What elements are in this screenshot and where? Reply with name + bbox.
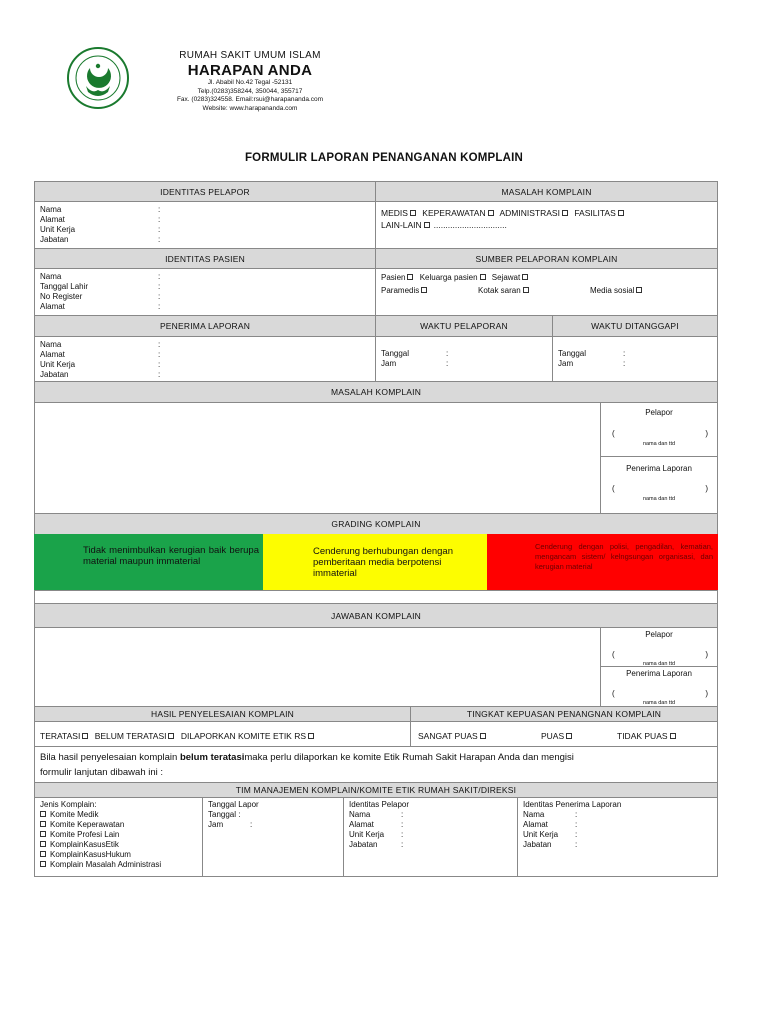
option-belum-teratasi: BELUM TERATASI [94,731,167,741]
sumber-options-row2 [381,285,431,297]
checkbox-masalah-administrasi[interactable] [40,861,46,867]
jenis-title: Jenis Komplain: [40,800,97,809]
field-label: Nama [40,205,62,214]
field-label: Jabatan [40,370,69,379]
field-label: No Register [40,292,83,301]
kepuasan-puas [541,730,576,742]
option-lain-lain: LAIN-LAIN [381,220,422,230]
option-keluarga: Keluarga pasien [419,273,478,282]
note-before: Bila hasil penyelesaian komplain [40,752,180,763]
jenis-item: Komite Medik [50,810,99,819]
waktu-pelaporan-header: WAKTU PELAPORAN [375,315,553,337]
hospital-header [160,50,340,113]
waktu-ditanggapi-header: WAKTU DITANGGAPI [552,315,718,337]
masalah-pelapor-ttd: nama dan ttd [642,441,676,447]
jawaban-penerima-sign: ( ) [612,689,708,698]
checkbox-media-sosial[interactable] [636,287,642,293]
option-puas: PUAS [541,731,565,741]
checkbox-keluarga[interactable] [480,274,486,280]
field-label: Jabatan [523,840,552,849]
pelapor-title: Identitas Pelapor [349,800,410,809]
tim-tanggal-fields: Tanggal Lapor Tanggal : Jam : [208,800,259,829]
masalah-penerima-label: Penerima Laporan [626,464,692,473]
waktu-ditanggapi-fields: Tanggal : Jam : [558,349,626,368]
tanggal-title: Tanggal Lapor [208,800,259,809]
jenis-item: Komite Keperawatan [50,820,125,829]
option-sangat-puas: SANGAT PUAS [418,731,478,741]
checkbox-fasilitas[interactable] [618,210,624,216]
option-fasilitas: FASILITAS [574,208,616,218]
checkbox-puas[interactable] [566,733,572,739]
grading-yellow-text: Cenderung berhubungan dengan pemberitaan media berpotensi immaterial [313,546,453,579]
field-label: Jabatan [349,840,378,849]
hospital-fax: Fax. (0283)324558. Email:rsui@harapananda.com [176,96,324,103]
field-label: Alamat [40,215,65,224]
checkbox-lain-lain[interactable] [424,222,430,228]
option-pasien: Pasien [381,273,406,282]
field-label: Nama [349,810,371,819]
note-line2: formulir lanjutan dibawah ini : [40,767,164,778]
sumber-header: SUMBER PELAPORAN KOMPLAIN [375,248,718,269]
field-label: Tanggal [381,349,410,358]
grading-spacer [34,590,718,604]
identitas-pasien-fields: Nama : Tanggal Lahir : No Register : Alamat : [40,272,161,311]
field-label: Alamat [523,820,548,829]
option-media-sosial: Media sosial [590,286,635,295]
masalah-komplain-top-header: MASALAH KOMPLAIN [375,181,718,202]
jenis-item: KomplainKasusEtik [50,840,119,849]
checkbox-kasus-hukum[interactable] [40,851,46,857]
hospital-name: HARAPAN ANDA [187,62,313,79]
form-title: FORMULIR LAPORAN PENANGANAN KOMPLAIN [244,152,524,164]
field-label: Alamat [40,302,65,311]
checkbox-medis[interactable] [410,210,416,216]
masalah-komplain-header: MASALAH KOMPLAIN [34,381,718,403]
masalah-pelapor-label: Pelapor [645,408,673,417]
checkbox-komite-keperawatan[interactable] [40,821,46,827]
identitas-pelapor-fields: Nama : Alamat : Unit Kerja : Jabatan : [40,205,161,244]
checkbox-komite-profesi[interactable] [40,831,46,837]
checkbox-pasien[interactable] [407,274,413,280]
checkbox-tidak-puas[interactable] [670,733,676,739]
jawaban-pelapor-sign: ( ) [612,650,708,659]
grading-green-text: Tidak menimbulkan kerugian baik berupa material maupun immaterial [83,545,259,567]
field-label: Unit Kerja [40,360,76,369]
penerima-header: PENERIMA LAPORAN [34,315,376,337]
option-tidak-puas: TIDAK PUAS [617,731,668,741]
field-label: Nama [40,340,62,349]
hasil-options [40,730,318,742]
field-label: Unit Kerja [523,830,559,839]
jawaban-pelapor-label: Pelapor [645,630,673,639]
sumber-options [381,272,532,284]
hospital-phone: Telp.(0283)358244, 350044, 355717 [197,87,303,95]
field-label: Jam [208,820,224,829]
kepuasan-sangat [418,730,490,742]
option-teratasi: TERATASI [40,731,81,741]
kepuasan-header: TINGKAT KEPUASAN PENANGNAN KOMPLAIN [410,706,718,722]
field-label: Tanggal [558,349,587,358]
option-administrasi: ADMINISTRASI [499,208,560,218]
penerima-title: Identitas Penerima Laporan [523,800,622,809]
jawaban-textarea[interactable] [34,627,601,707]
field-label: Alamat [349,820,374,829]
checkbox-kasus-etik[interactable] [40,841,46,847]
checkbox-belum-teratasi[interactable] [168,733,174,739]
option-keperawatan: KEPERAWATAN [422,208,486,218]
field-label: Unit Kerja [349,830,385,839]
checkbox-dilaporkan[interactable] [308,733,314,739]
identitas-pelapor-header: IDENTITAS PELAPOR [34,181,376,202]
option-medis: MEDIS [381,208,408,218]
lain-lain-dots: ............................... [433,220,507,230]
jenis-item: Komplain Masalah Administrasi [50,860,162,869]
checkbox-keperawatan[interactable] [488,210,494,216]
option-paramedis: Paramedis [381,286,420,295]
penerima-fields: Nama : Alamat : Unit Kerja : Jabatan : [40,340,161,379]
jawaban-header: JAWABAN KOMPLAIN [34,603,718,628]
checkbox-paramedis[interactable] [421,287,427,293]
tim-pelapor-fields: Identitas Pelapor Nama : Alamat : Unit Kerja : Jabatan : [349,800,410,849]
field-label: Jam [558,359,574,368]
option-kotak-saran: Kotak saran [478,286,521,295]
masalah-komplain-options [381,207,628,231]
field-label: Jam [381,359,397,368]
checkbox-komite-medik[interactable] [40,811,46,817]
option-dilaporkan: DILAPORKAN KOMITE ETIK RS [180,731,307,741]
masalah-penerima-ttd: nama dan ttd [642,496,676,502]
field-label: Tanggal : [208,810,241,819]
grading-header: GRADING KOMPLAIN [34,513,718,535]
hospital-logo [66,46,130,110]
sumber-media [590,285,646,297]
note-after: maka perlu dilaporkan ke komite Etik Rumah Sakit Harapan Anda dan mengisi [244,752,574,763]
note-text [40,750,712,780]
masalah-pelapor-sign: ( ) [612,429,708,438]
checkbox-sejawat[interactable] [522,274,528,280]
jawaban-penerima-ttd: nama dan ttd [642,700,676,706]
hasil-header: HASIL PENYELESAIAN KOMPLAIN [34,706,411,722]
hospital-type: RUMAH SAKIT UMUM ISLAM [179,50,321,61]
grading-red-text: Cenderung dengan polisi, pengadilan, kematian, mengancam sistem/ kelngsungan organisasi, dan kerugian material [535,542,713,571]
waktu-pelaporan-fields: Tanggal : Jam : [381,349,449,368]
identitas-pasien-header: IDENTITAS PASIEN [34,248,376,269]
masalah-penerima-sign: ( ) [612,484,708,493]
checkbox-teratasi[interactable] [82,733,88,739]
tim-jenis-list [40,800,161,870]
hospital-address: Jl. Ababil No.42 Tegal -52131 [207,79,293,86]
field-label: Tanggal Lahir [40,282,89,291]
hospital-website: Website: www.harapananda.com [202,104,298,112]
field-label: Nama [40,272,62,281]
tim-header: TIM MANAJEMEN KOMPLAIN/KOMITE ETIK RUMAH SAKIT/DIREKSI [34,782,718,798]
field-label: Nama [523,810,545,819]
field-label: Alamat [40,350,65,359]
kepuasan-tidak [617,730,680,742]
field-label: Jabatan [40,235,69,244]
checkbox-administrasi[interactable] [562,210,568,216]
checkbox-sangat-puas[interactable] [480,733,486,739]
jawaban-pelapor-ttd: nama dan ttd [642,661,676,667]
jawaban-penerima-label: Penerima Laporan [626,669,692,678]
tim-penerima-fields: Identitas Penerima Laporan Nama : Alamat : Unit Kerja : Jabatan : [523,800,622,849]
masalah-komplain-textarea[interactable] [34,402,601,514]
note-bold: belum teratasi [179,752,245,763]
jenis-item: KomplainKasusHukum [50,850,131,859]
jenis-item: Komite Profesi Lain [50,830,120,839]
field-label: Unit Kerja [40,225,76,234]
sumber-kotak [478,285,533,297]
checkbox-kotak-saran[interactable] [523,287,529,293]
option-sejawat: Sejawat [491,273,521,282]
